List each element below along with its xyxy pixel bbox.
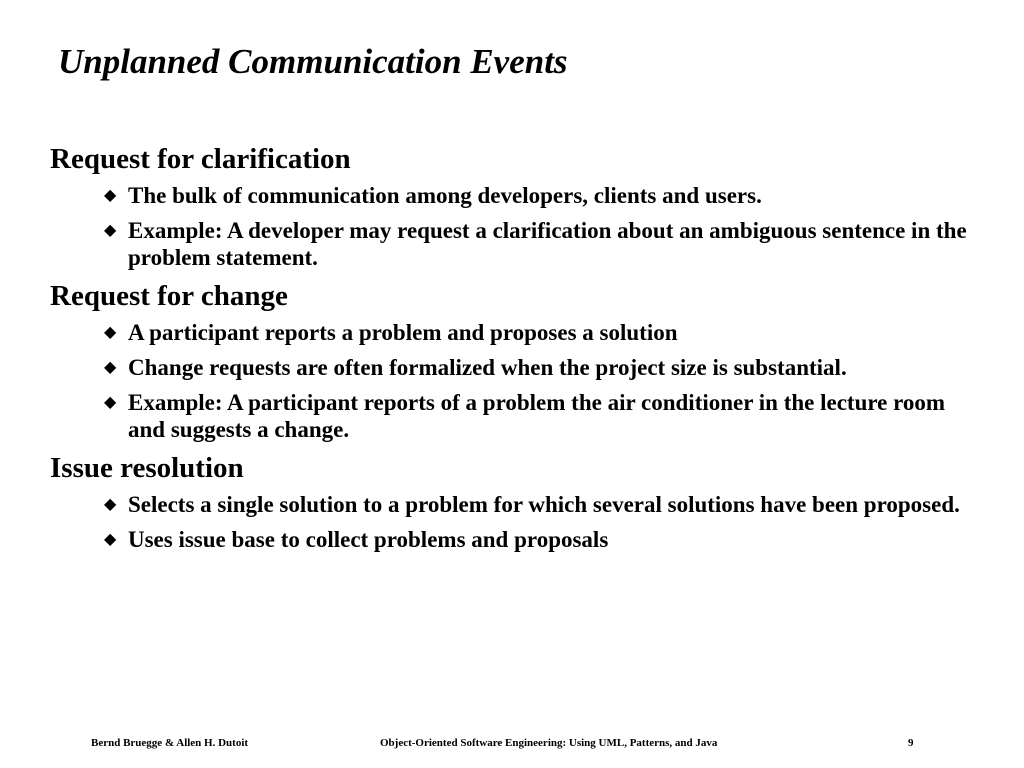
bullet-item: [50, 217, 980, 271]
slide-content: [50, 144, 980, 563]
bullet-text: Example: A participant reports of a problem the air conditioner in the lecture room and suggests a change.: [128, 389, 946, 442]
bullet-list: [50, 319, 980, 443]
diamond-bullet-icon: ◆: [104, 186, 117, 204]
bullet-text: Selects a single solution to a problem for which several solutions have been proposed.: [128, 491, 960, 517]
bullet-item: [50, 319, 980, 346]
bullet-text: Change requests are often formalized when the project size is substantial.: [128, 354, 847, 380]
footer-authors: Bernd Bruegge & Allen H. Dutoit: [91, 737, 249, 749]
bullet-item: [50, 389, 980, 443]
diamond-bullet-icon: ◆: [104, 495, 117, 513]
bullet-list: [50, 491, 980, 553]
diamond-bullet-icon: ◆: [104, 221, 117, 239]
bullet-item: [50, 526, 980, 553]
bullet-item: [50, 491, 980, 518]
diamond-bullet-icon: ◆: [104, 358, 117, 376]
bullet-item: [50, 182, 980, 209]
section-heading: Issue resolution: [50, 451, 244, 484]
diamond-bullet-icon: ◆: [104, 323, 117, 341]
bullet-text: The bulk of communication among developers, clients and users.: [128, 182, 762, 208]
bullet-text: Uses issue base to collect problems and proposals: [128, 526, 609, 552]
bullet-text: Example: A developer may request a clarification about an ambiguous sentence in the problem statement.: [128, 217, 967, 270]
footer-book-title: Object-Oriented Software Engineering: Using UML, Patterns, and Java: [380, 737, 718, 749]
bullet-list: [50, 182, 980, 271]
section-heading: Request for change: [50, 279, 288, 312]
diamond-bullet-icon: ◆: [104, 530, 117, 548]
page-number: 9: [908, 737, 914, 749]
section-heading: Request for clarification: [50, 143, 351, 175]
slide-title: Unplanned Communication Events: [58, 42, 568, 81]
bullet-item: [50, 354, 980, 381]
bullet-text: A participant reports a problem and proposes a solution: [128, 319, 678, 345]
diamond-bullet-icon: ◆: [104, 393, 117, 411]
